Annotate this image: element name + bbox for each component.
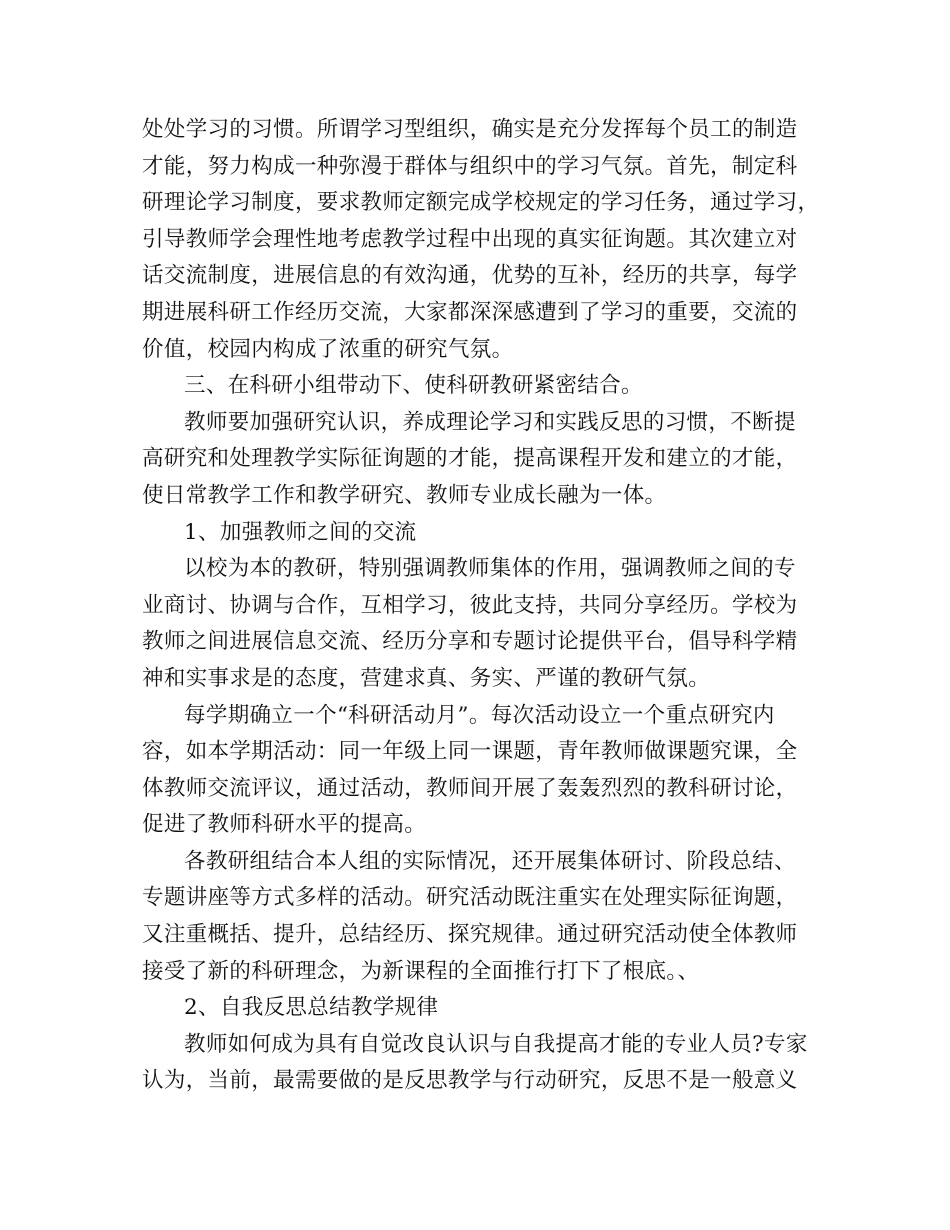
text-line: 使日常教学工作和教学研究、教师专业成长融为一体。: [142, 482, 667, 508]
text-line: 教师要加强研究认识，养成理论学习和实践反思的习惯，不断提: [184, 409, 796, 435]
text-line: 专题讲座等方式多样的活动。研究活动既注重实在处理实际征询题，: [142, 885, 798, 911]
text-line: 教师之间进展信息交流、经历分享和专题讨论提供平台，倡导科学精: [142, 629, 798, 655]
text-line: 以校为本的教研，特别强调教师集体的作用，强调教师之间的专: [184, 556, 796, 582]
document-page: [142, 112, 820, 1100]
text-line: 才能，努力构成一种弥漫于群体与组织中的学习气氛。首先，制定科: [142, 153, 798, 179]
text-line: 促进了教师科研水平的提高。: [142, 812, 427, 838]
text-line: 教师如何成为具有自觉改良认识与自我提高才能的专业人员?专家: [184, 1031, 808, 1057]
text-line: 处处学习的习惯。所谓学习型组织，确实是充分发挥每个员工的制造: [142, 117, 798, 142]
text-line: 又注重概括、提升，总结经历、探究规律。通过研究活动使全体教师: [142, 922, 798, 948]
text-line: 业商讨、协调与合作，互相学习，彼此支持，共同分享经历。学校为: [142, 592, 798, 618]
text-line: 每学期确立一个“科研活动月”。每次活动设立一个重点研究内: [184, 702, 775, 728]
text-line: 容，如本学期活动：同一年级上同一课题，青年教师做课题究课，全: [142, 739, 798, 765]
text-line: 引导教师学会理性地考虑教学过程中出现的真实征询题。其次建立对: [142, 226, 798, 252]
text-line: 三、在科研小组带动下、使科研教研紧密结合。: [184, 373, 643, 399]
text-line: 2、自我反思总结教学规律: [184, 995, 439, 1021]
text-line: 研理论学习制度，要求教师定额完成学校规定的学习任务，通过学习，: [142, 190, 820, 216]
text-line: 体教师交流评议，通过活动，教师间开展了轰轰烈烈的教科研讨论，: [142, 775, 798, 801]
text-line: 神和实事求是的态度，营建求真、务实、严谨的教研气氛。: [142, 665, 711, 691]
text-line: 接受了新的科研理念，为新课程的全面推行打下了根底。、: [142, 958, 700, 984]
text-line: 期进展科研工作经历交流，大家都深深感遭到了学习的重要，交流的: [142, 299, 798, 325]
text-line: 认为，当前，最需要做的是反思教学与行动研究，反思不是一般意义: [142, 1068, 798, 1094]
text-line: 各教研组结合本人组的实际情况，还开展集体研讨、阶段总结、: [184, 848, 796, 874]
text-line: 话交流制度，进展信息的有效沟通，优势的互补，经历的共享，每学: [142, 263, 798, 289]
text-line: 价值，校园内构成了浓重的研究气氛。: [142, 336, 514, 362]
text-line: 1、加强教师之间的交流: [184, 519, 417, 545]
text-line: 高研究和处理教学实际征询题的才能，提高课程开发和建立的才能，: [142, 446, 798, 472]
